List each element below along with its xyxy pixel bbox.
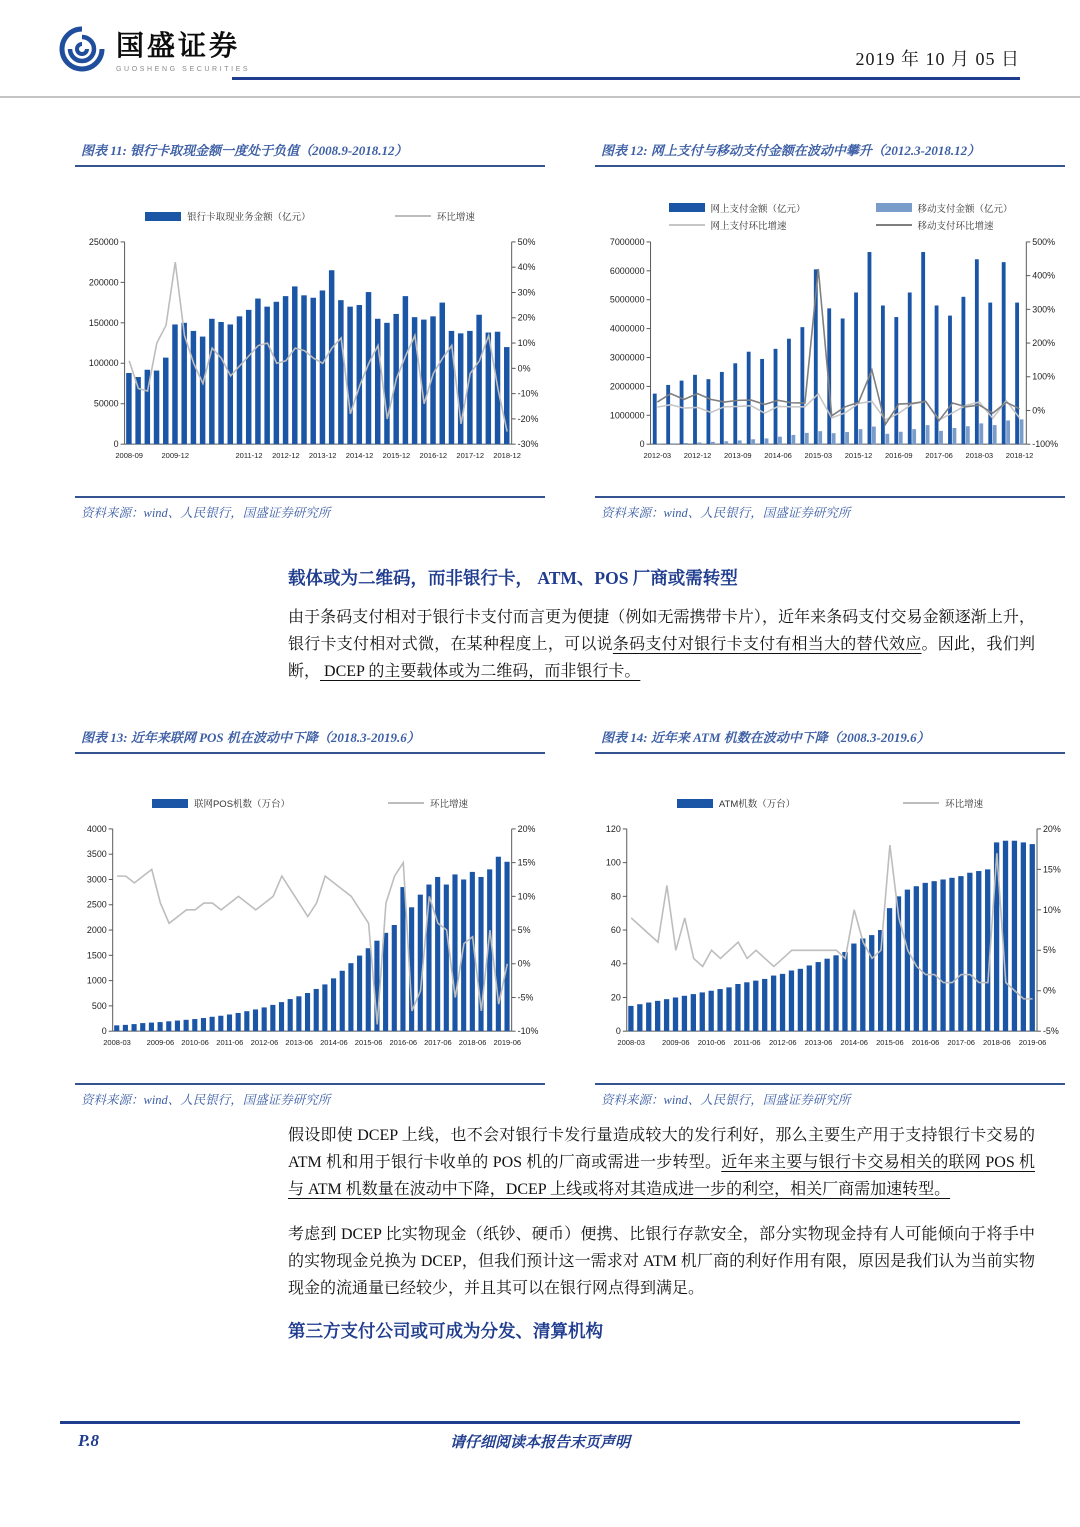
svg-text:40: 40 <box>610 958 621 969</box>
svg-text:2000: 2000 <box>86 925 107 936</box>
svg-text:2010-06: 2010-06 <box>181 1038 209 1048</box>
svg-text:5000000: 5000000 <box>609 294 645 305</box>
svg-text:2008-03: 2008-03 <box>103 1038 131 1048</box>
svg-text:6000000: 6000000 <box>609 265 645 276</box>
legend-bar-swatch <box>677 799 713 808</box>
svg-text:2019-06: 2019-06 <box>1018 1038 1047 1048</box>
svg-text:2011-06: 2011-06 <box>216 1038 244 1048</box>
chart-legend <box>77 786 543 820</box>
svg-text:2016-06: 2016-06 <box>389 1038 418 1048</box>
svg-text:2011-12: 2011-12 <box>235 451 263 461</box>
figure-row-top <box>0 140 1080 521</box>
paragraph-1: 由于条码支付相对于银行卡支付而言更为便捷（例如无需携带卡片），近年来条码支付交易金额逐渐上升，银行卡支付相对式微，在某种程度上，可以说条码支付对银行卡支付有相当大的替代效应。因此，我们判断， DCEP 的主要载体或为二维码，而非银行卡。 <box>288 609 1035 680</box>
svg-text:2008-03: 2008-03 <box>617 1038 646 1048</box>
svg-text:2012-12: 2012-12 <box>272 451 300 461</box>
legend-item <box>830 217 1037 233</box>
svg-text:0%: 0% <box>1032 405 1046 416</box>
brand-text <box>116 24 250 73</box>
svg-text:40%: 40% <box>517 262 536 273</box>
svg-text:120: 120 <box>605 823 621 834</box>
svg-text:2009-12: 2009-12 <box>161 451 190 461</box>
svg-text:150000: 150000 <box>88 317 119 328</box>
svg-text:5%: 5% <box>517 925 531 936</box>
svg-text:2012-03: 2012-03 <box>643 451 672 461</box>
legend-label: 环比增速 <box>945 799 984 810</box>
section-heading-carrier: 载体或为二维码，而非银行卡， ATM、POS 厂商或需转型 <box>288 568 738 588</box>
figure-row-bottom <box>0 727 1080 1108</box>
legend-item <box>623 200 830 216</box>
brand-name: 国盛证券 <box>116 31 241 62</box>
figure-12-chart <box>595 167 1065 496</box>
svg-text:-5%: -5% <box>1042 1026 1059 1037</box>
page-footer <box>60 1421 1020 1455</box>
figure-11-source: 资料来源：wind、人民银行，国盛证券研究所 <box>75 496 545 521</box>
svg-text:80: 80 <box>610 891 621 902</box>
legend-line-swatch <box>388 802 424 804</box>
svg-text:2015-03: 2015-03 <box>804 451 833 461</box>
svg-text:20%: 20% <box>517 312 536 323</box>
legend-item <box>395 209 475 223</box>
svg-text:2500: 2500 <box>86 899 107 910</box>
svg-text:3000000: 3000000 <box>609 352 645 363</box>
svg-text:0: 0 <box>113 439 119 450</box>
svg-text:2012-06: 2012-06 <box>250 1038 279 1048</box>
svg-text:-100%: -100% <box>1032 439 1059 450</box>
legend-label: 银行卡取现业务金额（亿元） <box>187 212 311 223</box>
page-number: P.8 <box>78 1431 99 1450</box>
legend-line-swatch <box>669 224 705 226</box>
svg-text:30%: 30% <box>517 287 536 298</box>
legend-label: 网上支付金额（亿元） <box>710 203 806 215</box>
brand <box>58 24 250 73</box>
svg-text:2017-06: 2017-06 <box>925 451 953 461</box>
legend-label: 网上支付环比增速 <box>710 220 787 232</box>
svg-text:3500: 3500 <box>86 849 107 860</box>
svg-text:400%: 400% <box>1032 270 1056 281</box>
footer-rule <box>60 1421 1020 1424</box>
header-divider <box>0 96 1080 98</box>
section-analysis <box>288 1122 1035 1343</box>
page-header <box>0 0 1080 98</box>
svg-text:2009-06: 2009-06 <box>662 1038 690 1048</box>
svg-text:2016-06: 2016-06 <box>911 1038 940 1048</box>
svg-text:2012-12: 2012-12 <box>683 451 712 461</box>
svg-text:2013-06: 2013-06 <box>804 1038 833 1048</box>
legend-item <box>388 796 468 810</box>
legend-label: 移动支付金额（亿元） <box>917 203 1013 215</box>
svg-text:500: 500 <box>91 1000 107 1011</box>
legend-bar-swatch <box>145 212 181 221</box>
footer-disclaimer: 请仔细阅读本报告末页声明 <box>449 1435 630 1451</box>
svg-text:2015-06: 2015-06 <box>876 1038 904 1048</box>
figure-13-chart <box>75 754 545 1083</box>
report-date: 2019 年 10 月 05 日 <box>855 49 1020 69</box>
legend-item <box>830 200 1037 216</box>
svg-text:2014-06: 2014-06 <box>764 451 792 461</box>
figure-12 <box>595 140 1065 521</box>
svg-text:2010-06: 2010-06 <box>697 1038 726 1048</box>
figure-13 <box>75 727 545 1108</box>
legend-item <box>623 217 830 233</box>
svg-text:50000: 50000 <box>93 398 119 409</box>
legend-line-swatch <box>395 215 431 217</box>
svg-text:10%: 10% <box>517 338 536 349</box>
svg-text:-10%: -10% <box>517 1026 539 1037</box>
footer-row <box>60 1431 1020 1455</box>
legend-label: 移动支付环比增速 <box>917 220 994 232</box>
svg-text:2017-12: 2017-12 <box>456 451 485 461</box>
figure-14 <box>595 727 1065 1108</box>
svg-text:3000: 3000 <box>86 874 107 885</box>
svg-text:-5%: -5% <box>517 992 534 1003</box>
svg-text:2018-06: 2018-06 <box>983 1038 1011 1048</box>
legend-item <box>903 796 983 810</box>
svg-text:1500: 1500 <box>86 950 107 961</box>
svg-text:0: 0 <box>615 1026 621 1037</box>
svg-text:2016-12: 2016-12 <box>419 451 448 461</box>
svg-text:250000: 250000 <box>88 236 119 247</box>
figure-11 <box>75 140 545 521</box>
figure-12-title: 图表 12: 网上支付与移动支付金额在波动中攀升（2012.3-2018.12） <box>595 140 1065 167</box>
section-heading-thirdparty: 第三方支付公司或可成为分发、清算机构 <box>288 1321 603 1341</box>
svg-text:2017-06: 2017-06 <box>424 1038 452 1048</box>
figure-14-source: 资料来源：wind、人民银行，国盛证券研究所 <box>595 1083 1065 1108</box>
legend-bar-swatch <box>152 799 188 808</box>
svg-text:2009-06: 2009-06 <box>146 1038 175 1048</box>
svg-text:300%: 300% <box>1032 304 1056 315</box>
figure-11-chart <box>75 167 545 496</box>
svg-text:0: 0 <box>639 439 645 450</box>
svg-text:2018-03: 2018-03 <box>965 451 994 461</box>
svg-text:2008-09: 2008-09 <box>115 451 143 461</box>
legend-bar-swatch <box>669 203 705 212</box>
svg-text:2014-12: 2014-12 <box>345 451 374 461</box>
legend-item <box>145 209 311 223</box>
svg-text:2013-09: 2013-09 <box>723 451 752 461</box>
legend-item <box>152 796 290 810</box>
svg-text:2018-06: 2018-06 <box>458 1038 487 1048</box>
figure-11-title: 图表 11: 银行卡取现金额一度处于负值（2008.9-2018.12） <box>75 140 545 167</box>
svg-text:15%: 15% <box>517 857 536 868</box>
section-carrier <box>288 565 1035 685</box>
legend-item <box>677 796 795 810</box>
svg-text:2016-09: 2016-09 <box>885 451 913 461</box>
svg-text:20%: 20% <box>517 823 536 834</box>
svg-text:0: 0 <box>101 1026 107 1037</box>
legend-bar-swatch <box>876 203 912 212</box>
svg-text:100000: 100000 <box>88 358 119 369</box>
svg-text:4000: 4000 <box>86 823 107 834</box>
svg-text:15%: 15% <box>1042 864 1061 875</box>
svg-text:1000000: 1000000 <box>609 410 645 421</box>
figure-14-title: 图表 14: 近年来 ATM 机数在波动中下降（2008.3-2019.6） <box>595 727 1065 754</box>
svg-text:2018-12: 2018-12 <box>493 451 521 461</box>
svg-text:200000: 200000 <box>88 277 119 288</box>
svg-text:5%: 5% <box>1042 945 1056 956</box>
svg-text:2013-12: 2013-12 <box>308 451 337 461</box>
svg-text:-20%: -20% <box>517 413 539 424</box>
svg-text:500%: 500% <box>1032 236 1056 247</box>
svg-text:2014-06: 2014-06 <box>840 1038 868 1048</box>
svg-text:60: 60 <box>610 925 621 936</box>
svg-text:2018-12: 2018-12 <box>1005 451 1034 461</box>
svg-text:20: 20 <box>610 992 621 1003</box>
paragraph-2: 假设即使 DCEP 上线，也不会对银行卡发行量造成较大的发行利好，那么主要生产用于支持银行卡交易的 ATM 机和用于银行卡收单的 POS 机的厂商或需进一步转型。近年来主要与银行卡交易相关的联网 POS 机与 ATM 机数量在波动中下降，DCEP 上线或将对其造成进一步的利空，相关厂商需加速转型。 <box>288 1127 1035 1198</box>
svg-text:-10%: -10% <box>517 388 539 399</box>
brand-subtitle: GUOSHENG SECURITIES <box>116 66 251 73</box>
legend-label: 环比增速 <box>436 212 475 223</box>
svg-text:7000000: 7000000 <box>609 236 645 247</box>
svg-text:2015-06: 2015-06 <box>354 1038 383 1048</box>
header-top <box>0 0 1080 77</box>
legend-line-swatch <box>876 224 912 226</box>
svg-text:100%: 100% <box>1032 371 1056 382</box>
svg-text:2013-06: 2013-06 <box>285 1038 313 1048</box>
svg-text:2000000: 2000000 <box>609 381 645 392</box>
svg-text:0%: 0% <box>517 958 531 969</box>
chart-legend <box>597 786 1063 820</box>
chart-legend <box>77 199 543 233</box>
svg-text:2015-12: 2015-12 <box>844 451 873 461</box>
svg-text:0%: 0% <box>1042 985 1056 996</box>
svg-text:50%: 50% <box>517 236 536 247</box>
paragraph-3: 考虑到 DCEP 比实物现金（纸钞、硬币）便携、比银行存款安全，部分实物现金持有人可能倾向于将手中的实物现金兑换为 DCEP，但我们预计这一需求对 ATM 机厂商的利好作用有限，原因是我们认为当前实物现金的流通量已经较少，并且其可以在银行网点得到满足。 <box>288 1226 1035 1297</box>
figure-12-source: 资料来源：wind、人民银行，国盛证券研究所 <box>595 496 1065 521</box>
figure-13-source: 资料来源：wind、人民银行，国盛证券研究所 <box>75 1083 545 1108</box>
svg-text:20%: 20% <box>1042 823 1061 834</box>
svg-text:1000: 1000 <box>86 975 107 986</box>
svg-text:0%: 0% <box>517 363 531 374</box>
svg-text:10%: 10% <box>1042 904 1061 915</box>
header-accent-rule <box>232 77 1020 80</box>
svg-text:2014-06: 2014-06 <box>320 1038 348 1048</box>
svg-text:2019-06: 2019-06 <box>493 1038 522 1048</box>
svg-text:4000000: 4000000 <box>609 323 645 334</box>
legend-label: ATM机数（万台） <box>718 799 796 810</box>
svg-text:10%: 10% <box>517 891 536 902</box>
svg-text:200%: 200% <box>1032 338 1056 349</box>
guosheng-logo-icon <box>58 25 106 73</box>
legend-label: 联网POS机数（万台） <box>193 799 291 810</box>
chart-legend <box>597 199 1063 233</box>
legend-line-swatch <box>903 802 939 804</box>
svg-text:2015-12: 2015-12 <box>382 451 411 461</box>
svg-text:2012-06: 2012-06 <box>769 1038 797 1048</box>
svg-text:-30%: -30% <box>517 439 539 450</box>
figure-13-title: 图表 13: 近年来联网 POS 机在波动中下降（2018.3-2019.6） <box>75 727 545 754</box>
svg-text:2017-06: 2017-06 <box>947 1038 975 1048</box>
figure-14-chart <box>595 754 1065 1083</box>
legend-label: 环比增速 <box>429 799 468 810</box>
svg-text:2011-06: 2011-06 <box>733 1038 761 1048</box>
svg-text:100: 100 <box>605 857 621 868</box>
